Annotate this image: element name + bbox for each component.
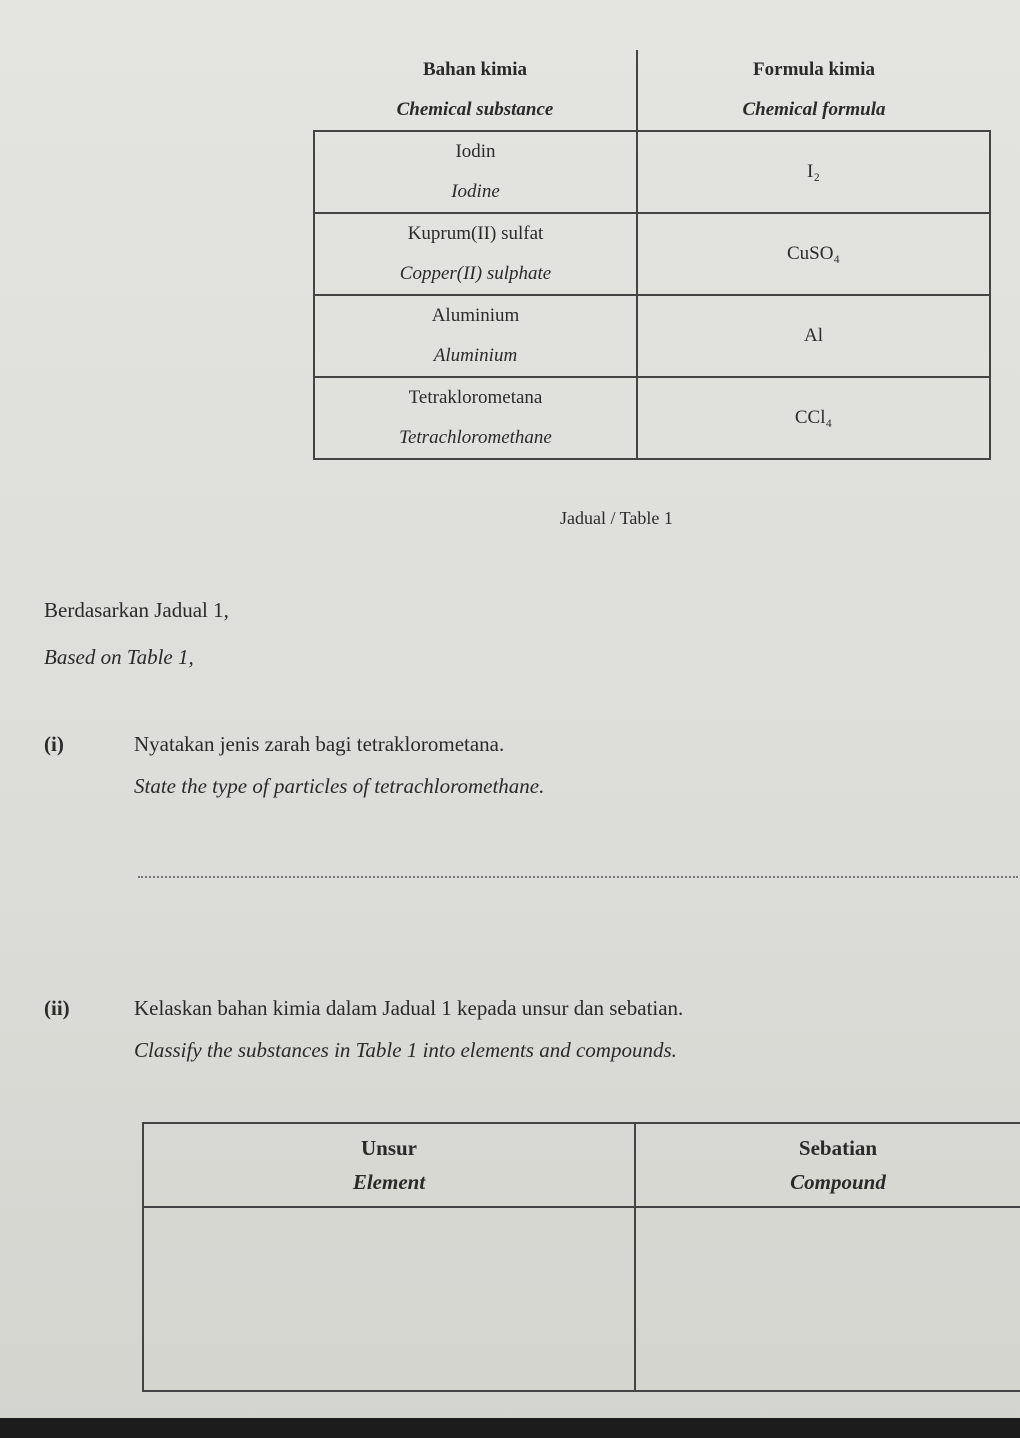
substance-cell	[314, 377, 637, 459]
table-row	[314, 295, 990, 377]
header-compound	[635, 1123, 1020, 1207]
element-answer-cell[interactable]	[143, 1207, 635, 1391]
header-chemical-formula	[637, 50, 990, 131]
answer-line[interactable]	[138, 876, 1018, 878]
substance-en: Iodine	[451, 181, 500, 202]
header-ms: Bahan kimia	[422, 59, 527, 80]
compound-answer-cell[interactable]	[635, 1207, 1020, 1391]
classification-table	[142, 1122, 1020, 1392]
formula-cell: Al	[637, 295, 990, 377]
table-header-row	[143, 1123, 1020, 1207]
question-2-ms: Kelaskan bahan kimia dalam Jadual 1 kepada unsur dan sebatian.	[134, 996, 684, 1020]
table-caption: Jadual / Table 1	[560, 508, 673, 528]
intro-en: Based on Table 1,	[44, 645, 194, 669]
substance-ms: Tetraklorometana	[408, 387, 543, 408]
table-row	[314, 131, 990, 213]
substance-cell	[314, 213, 637, 295]
table-row	[314, 213, 990, 295]
page-bottom-edge	[0, 1418, 1020, 1438]
header-en: Element	[352, 1170, 426, 1194]
question-1-number: (i)	[44, 732, 64, 756]
formula-cell: I₂	[637, 131, 990, 213]
substance-cell	[314, 295, 637, 377]
substance-en: Tetrachloromethane	[399, 427, 552, 448]
header-ms: Sebatian	[798, 1136, 878, 1160]
formula-cell: CCl₄	[637, 377, 990, 459]
question-1-en: State the type of particles of tetrachloromethane.	[134, 774, 545, 798]
header-ms: Unsur	[360, 1136, 418, 1160]
substance-en: Copper(II) sulphate	[399, 263, 552, 284]
table-row	[314, 377, 990, 459]
question-1-ms: Nyatakan jenis zarah bagi tetraklorometana.	[134, 732, 505, 756]
formula-cell: CuSO₄	[637, 213, 990, 295]
question-2-number: (ii)	[44, 996, 70, 1020]
question-2-en: Classify the substances in Table 1 into elements and compounds.	[134, 1038, 677, 1062]
substance-table	[313, 50, 991, 460]
substance-ms: Kuprum(II) sulfat	[407, 223, 544, 244]
header-en: Chemical substance	[396, 99, 554, 120]
substance-ms: Iodin	[455, 141, 496, 162]
substance-en: Aluminium	[433, 345, 518, 366]
table-row	[143, 1207, 1020, 1391]
substance-cell	[314, 131, 637, 213]
header-ms: Formula kimia	[753, 59, 875, 80]
table-header-row	[314, 50, 990, 131]
header-en: Chemical formula	[742, 99, 886, 120]
intro-ms: Berdasarkan Jadual 1,	[44, 598, 229, 622]
header-chemical-substance	[314, 50, 637, 131]
header-element	[143, 1123, 635, 1207]
substance-ms: Aluminium	[431, 305, 520, 326]
header-en: Compound	[790, 1170, 886, 1194]
